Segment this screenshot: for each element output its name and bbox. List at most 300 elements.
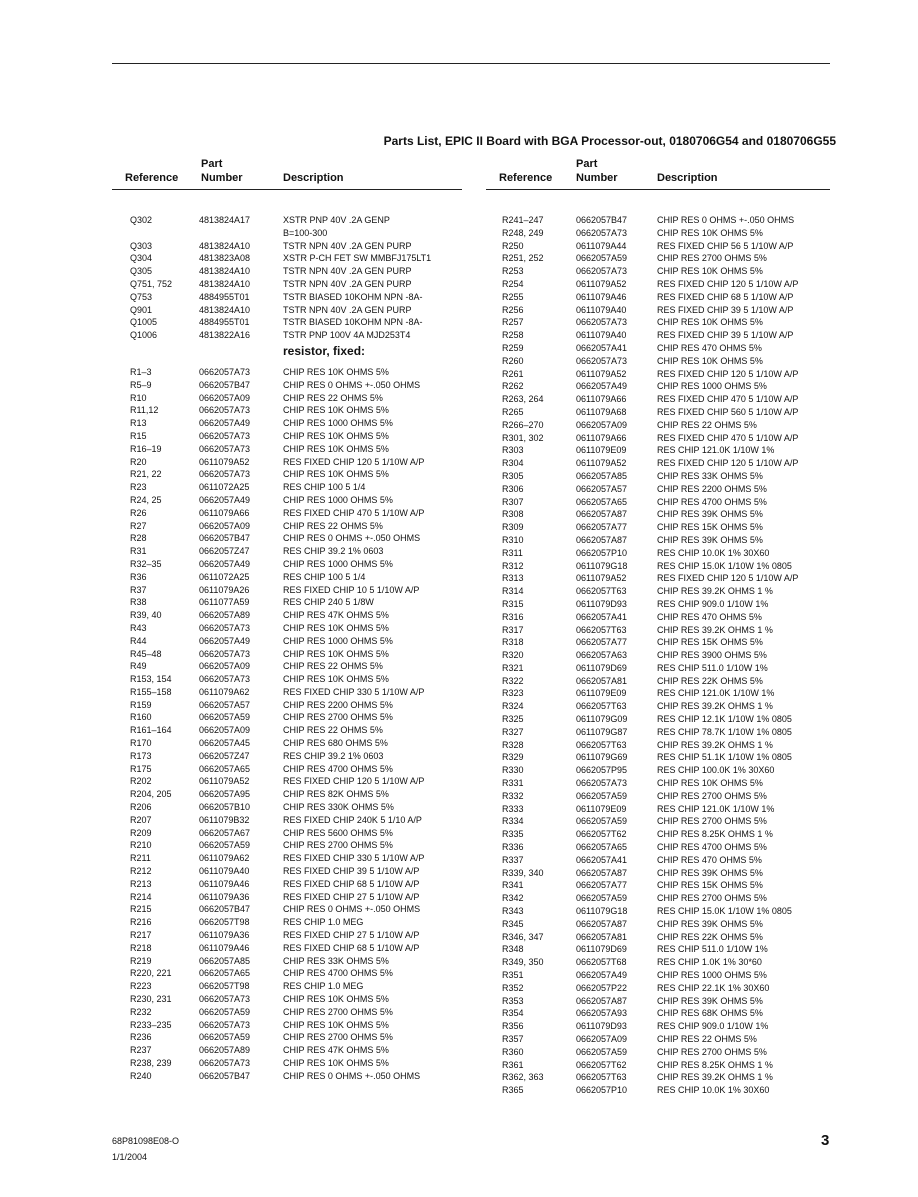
part-number: 0662057A49 <box>199 418 251 429</box>
part-reference: R10 <box>130 392 147 403</box>
part-description: RES CHIP 100 5 1/4 <box>283 482 366 493</box>
part-number: 0662057B47 <box>199 533 251 544</box>
part-number: 0662057A59 <box>576 1046 628 1057</box>
table-row <box>112 635 462 648</box>
part-number: 0662057A73 <box>199 994 251 1005</box>
part-description: RES FIXED CHIP 470 5 1/10W A/P <box>657 394 799 405</box>
part-reference: R314 <box>502 586 524 597</box>
part-description: CHIP RES 22K OHMS 5% <box>657 931 763 942</box>
part-number: 0662057A09 <box>199 661 251 672</box>
table-row <box>486 483 830 496</box>
table-row <box>486 419 830 432</box>
part-reference: R32–35 <box>130 558 162 569</box>
part-reference: R330 <box>502 765 524 776</box>
table-row <box>486 508 830 521</box>
part-description: CHIP RES 10K OHMS 5% <box>283 430 389 441</box>
part-description: CHIP RES 68K OHMS 5% <box>657 1008 763 1019</box>
part-description: CHIP RES 10K OHMS 5% <box>657 317 763 328</box>
table-row <box>112 596 462 609</box>
table-row <box>112 558 462 571</box>
resistor-rows-left <box>112 366 462 1083</box>
part-number: 0662057P10 <box>576 1085 628 1096</box>
part-number: 0611079A66 <box>576 394 627 405</box>
part-number: 0662057A41 <box>576 854 628 865</box>
part-number: 0662057A77 <box>576 637 628 648</box>
part-description: CHIP RES 39K OHMS 5% <box>657 534 763 545</box>
part-description: RES FIXED CHIP 330 5 1/10W A/P <box>283 686 425 697</box>
part-description: CHIP RES 10K OHMS 5% <box>283 1058 389 1068</box>
table-row <box>486 828 830 841</box>
part-reference: Q302 <box>130 215 153 225</box>
table-row <box>112 737 462 750</box>
section-label: resistor, fixed: <box>283 343 366 358</box>
part-reference: R211 <box>130 853 151 864</box>
part-description: CHIP RES 1000 OHMS 5% <box>283 418 393 429</box>
part-reference: R365 <box>502 1085 524 1096</box>
part-reference: R354 <box>502 1008 524 1019</box>
table-row <box>112 1044 462 1057</box>
part-number: 0662057A81 <box>576 675 628 686</box>
part-description: CHIP RES 8.25K OHMS 1 % <box>657 829 773 840</box>
part-number: 0662057A41 <box>576 611 628 622</box>
part-reference: R220, 221 <box>130 968 172 979</box>
table-row <box>112 379 462 392</box>
part-reference: R219 <box>130 955 152 966</box>
part-number: 0662057A73 <box>576 778 628 789</box>
part-reference: Q1006 <box>130 330 158 341</box>
part-number: 4884955T01 <box>199 317 250 328</box>
part-number: 4813823A08 <box>199 253 251 264</box>
part-reference: R159 <box>130 699 152 710</box>
part-number: 0611079G69 <box>576 752 628 763</box>
part-description: RES FIXED CHIP 120 5 1/10W A/P <box>657 458 799 469</box>
table-row <box>112 316 462 329</box>
part-number: 0662057A73 <box>199 366 251 377</box>
part-number: 0611079G18 <box>576 906 628 917</box>
part-reference: R257 <box>502 317 524 328</box>
section-heading <box>112 342 462 366</box>
table-row <box>486 227 830 240</box>
part-reference: R316 <box>502 611 524 622</box>
table-row <box>112 967 462 980</box>
part-reference: R301, 302 <box>502 432 544 443</box>
table-row <box>486 649 830 662</box>
part-reference: R209 <box>130 827 152 838</box>
table-row <box>112 775 462 788</box>
part-description: RES FIXED CHIP 470 5 1/10W A/P <box>657 432 799 443</box>
table-row <box>486 713 830 726</box>
table-row <box>112 329 462 342</box>
part-number: 0662057A95 <box>199 789 251 800</box>
table-row <box>112 929 462 942</box>
part-reference: R37 <box>130 584 147 595</box>
part-reference: R28 <box>130 533 147 544</box>
part-description: TSTR PNP 100V 4A MJD253T4 <box>283 330 411 341</box>
header-description: Description <box>283 172 344 184</box>
part-description: RES CHIP 12.1K 1/10W 1% 0805 <box>657 714 792 725</box>
part-description: CHIP RES 0 OHMS +-.050 OHMS <box>283 904 421 915</box>
header-number: Number <box>576 172 618 184</box>
table-row <box>486 1071 830 1084</box>
part-number: 0662057T63 <box>576 586 627 597</box>
part-description: CHIP RES 10K OHMS 5% <box>657 778 763 789</box>
part-description: CHIP RES 2700 OHMS 5% <box>657 790 767 801</box>
part-number: 0662057P95 <box>576 765 628 776</box>
part-description: CHIP RES 15K OHMS 5% <box>657 637 763 648</box>
part-description: CHIP RES 33K OHMS 5% <box>283 955 389 966</box>
part-number: 0662057A57 <box>576 483 628 494</box>
table-row <box>112 443 462 456</box>
part-reference: R155–158 <box>130 686 172 697</box>
part-number: 0611079A52 <box>576 368 627 379</box>
part-reference: R266–270 <box>502 419 544 430</box>
part-reference: R309 <box>502 522 524 533</box>
part-number: 0662057A59 <box>199 1006 251 1017</box>
part-reference: R348 <box>502 944 524 955</box>
part-reference: R218 <box>130 942 152 953</box>
part-reference: R210 <box>130 840 152 851</box>
part-reference: R324 <box>502 701 524 712</box>
rows-left <box>112 214 462 1083</box>
table-row <box>112 699 462 712</box>
part-description: CHIP RES 5600 OHMS 5% <box>283 827 393 838</box>
table-row <box>486 764 830 777</box>
part-reference: R206 <box>130 802 152 813</box>
part-description: CHIP RES 15K OHMS 5% <box>657 522 763 533</box>
table-row <box>112 392 462 405</box>
part-reference: R323 <box>502 688 524 699</box>
header-reference: Reference <box>499 172 553 184</box>
part-number: 0662057T63 <box>576 624 627 635</box>
table-row <box>486 636 830 649</box>
part-description: CHIP RES 39.2K OHMS 1 % <box>657 586 773 597</box>
part-number: 0611077A59 <box>199 597 250 608</box>
table-row <box>112 839 462 852</box>
part-reference: R331 <box>502 778 524 789</box>
part-number: 4813824A10 <box>199 266 251 277</box>
part-description: CHIP RES 0 OHMS +-.050 OHMS <box>283 379 421 390</box>
header-part: Part <box>576 158 598 170</box>
part-number: 0662057A87 <box>576 867 628 878</box>
table-row <box>112 252 462 265</box>
part-number: 0662057T62 <box>576 1059 627 1070</box>
table-row <box>112 1057 462 1070</box>
part-reference: R216 <box>130 917 152 928</box>
table-row <box>112 660 462 673</box>
part-description: RES CHIP 78.7K 1/10W 1% 0805 <box>657 726 792 737</box>
part-reference: R265 <box>502 406 524 417</box>
part-number: 4813824A17 <box>199 215 251 225</box>
table-row <box>486 598 830 611</box>
part-reference: R213 <box>130 878 152 889</box>
table-row <box>112 788 462 801</box>
part-number: 0662057A09 <box>199 520 251 531</box>
part-description: CHIP RES 3900 OHMS 5% <box>657 650 767 661</box>
part-description: CHIP RES 39K OHMS 5% <box>657 867 763 878</box>
part-reference: R253 <box>502 266 524 277</box>
part-number: 0662057A57 <box>199 699 251 710</box>
part-description: RES FIXED CHIP 120 5 1/10W A/P <box>657 278 799 289</box>
part-reference: R175 <box>130 763 152 774</box>
part-description: TSTR BIASED 10KOHM NPN -8A- <box>283 291 423 302</box>
table-row <box>112 227 462 240</box>
part-number: 4813824A10 <box>199 278 251 289</box>
part-number: 0662057A59 <box>576 790 628 801</box>
part-reference: R325 <box>502 714 524 725</box>
part-number: 0662057B10 <box>199 802 251 813</box>
part-description: RES FIXED CHIP 56 5 1/10W A/P <box>657 240 794 251</box>
part-reference: R1–3 <box>130 366 152 377</box>
part-reference: R310 <box>502 534 524 545</box>
part-description: CHIP RES 470 OHMS 5% <box>657 854 762 865</box>
part-description: CHIP RES 22 OHMS 5% <box>657 419 757 430</box>
part-reference: R20 <box>130 456 147 467</box>
part-reference: R321 <box>502 662 524 673</box>
part-number: 0611079E09 <box>576 688 627 699</box>
part-description: TSTR BIASED 10KOHM NPN -8A- <box>283 317 423 328</box>
part-description: CHIP RES 39.2K OHMS 1 % <box>657 739 773 750</box>
part-number: 0611079A36 <box>199 930 250 941</box>
part-reference: R49 <box>130 661 147 672</box>
part-reference: R305 <box>502 470 524 481</box>
table-row <box>112 916 462 929</box>
part-number: 0662057A77 <box>576 880 628 891</box>
part-description: CHIP RES 0 OHMS +-.050 OHMS <box>283 533 421 544</box>
table-row <box>486 393 830 406</box>
table-row <box>112 584 462 597</box>
table-row <box>486 777 830 790</box>
part-description: RES FIXED CHIP 27 5 1/10W A/P <box>283 891 420 902</box>
part-number: 0611079A36 <box>199 891 250 902</box>
part-description: CHIP RES 10K OHMS 5% <box>283 1019 389 1030</box>
part-reference: R313 <box>502 573 524 584</box>
part-number: 0611079A52 <box>576 573 627 584</box>
part-description: CHIP RES 15K OHMS 5% <box>657 880 763 891</box>
part-number: 0611079A40 <box>576 304 627 315</box>
part-reference: R343 <box>502 906 524 917</box>
table-row <box>112 494 462 507</box>
table-row <box>112 955 462 968</box>
table-row <box>112 404 462 417</box>
table-row <box>486 316 830 329</box>
part-description: CHIP RES 39K OHMS 5% <box>657 995 763 1006</box>
part-number: 0611079A40 <box>199 866 250 877</box>
part-reference: R24, 25 <box>130 494 162 505</box>
table-row <box>486 329 830 342</box>
part-number: 0662057A73 <box>576 355 628 366</box>
part-description: RES FIXED CHIP 120 5 1/10W A/P <box>283 456 425 467</box>
part-description: CHIP RES 39.2K OHMS 1 % <box>657 1072 773 1083</box>
table-row <box>112 520 462 533</box>
part-reference: R13 <box>130 418 147 429</box>
part-reference: R322 <box>502 675 524 686</box>
table-row <box>112 240 462 253</box>
part-number: 0662057A09 <box>576 419 628 430</box>
part-reference: R312 <box>502 560 524 571</box>
table-row <box>112 711 462 724</box>
part-reference: R360 <box>502 1046 524 1057</box>
part-description: CHIP RES 1000 OHMS 5% <box>283 635 393 646</box>
part-description: CHIP RES 10K OHMS 5% <box>283 405 389 416</box>
part-reference: R251, 252 <box>502 253 544 264</box>
part-number: 0662057A41 <box>576 342 628 353</box>
table-row <box>112 430 462 443</box>
part-reference: R248, 249 <box>502 227 544 238</box>
part-number: 0662057B47 <box>199 1070 251 1081</box>
part-description: CHIP RES 0 OHMS +-.050 OHMS <box>657 215 795 225</box>
part-reference: Q305 <box>130 266 153 277</box>
part-number: 0611079D93 <box>576 598 627 609</box>
table-row <box>486 355 830 368</box>
part-description: CHIP RES 0 OHMS +-.050 OHMS <box>283 1070 421 1081</box>
part-number: 0662057P10 <box>576 547 628 558</box>
part-number: 0662057A65 <box>576 842 628 853</box>
part-description: RES CHIP 1.0 MEG <box>283 981 364 992</box>
part-reference: Q753 <box>130 291 153 302</box>
part-description: CHIP RES 2200 OHMS 5% <box>283 699 393 710</box>
part-description: RES CHIP 909.0 1/10W 1% <box>657 1021 769 1032</box>
part-description: RES FIXED CHIP 39 5 1/10W A/P <box>657 304 794 315</box>
part-reference: R259 <box>502 342 524 353</box>
table-row <box>486 1084 830 1097</box>
part-number: 0662057A85 <box>576 470 628 481</box>
part-number: 0662057A49 <box>199 494 251 505</box>
part-reference: Q303 <box>130 240 153 251</box>
table-row <box>112 622 462 635</box>
part-number: 0662057A59 <box>576 253 628 264</box>
part-description: CHIP RES 8.25K OHMS 1 % <box>657 1059 773 1070</box>
part-description: CHIP RES 47K OHMS 5% <box>283 610 389 621</box>
part-number: 0611079A40 <box>576 330 627 341</box>
table-row <box>486 815 830 828</box>
table-row <box>486 1007 830 1020</box>
part-description: RES FIXED CHIP 560 5 1/10W A/P <box>657 406 799 417</box>
part-reference: R320 <box>502 650 524 661</box>
table-row <box>486 547 830 560</box>
part-reference: R351 <box>502 970 524 981</box>
part-description: RES CHIP 240 5 1/8W <box>283 597 374 608</box>
part-number: 0662057T63 <box>576 739 627 750</box>
part-reference: R11,12 <box>130 405 159 416</box>
part-description: RES FIXED CHIP 27 5 1/10W A/P <box>283 930 420 941</box>
part-number: 0611079A26 <box>199 584 250 595</box>
part-description: CHIP RES 680 OHMS 5% <box>283 738 388 749</box>
table-row <box>486 624 830 637</box>
part-number: 0662057A89 <box>199 1045 251 1056</box>
part-reference: R334 <box>502 816 524 827</box>
part-description: CHIP RES 470 OHMS 5% <box>657 611 762 622</box>
part-reference: R160 <box>130 712 152 723</box>
table-row <box>112 507 462 520</box>
resistor-rows-right <box>486 214 830 1097</box>
part-reference: R333 <box>502 803 524 814</box>
part-description: CHIP RES 1000 OHMS 5% <box>283 494 393 505</box>
part-description: RES FIXED CHIP 68 5 1/10W A/P <box>657 291 794 302</box>
part-number: 0662057A87 <box>576 534 628 545</box>
part-reference: R215 <box>130 904 152 915</box>
part-reference: R315 <box>502 598 524 609</box>
header-reference: Reference <box>125 172 179 184</box>
top-rule <box>112 63 830 64</box>
part-description: CHIP RES 2700 OHMS 5% <box>657 893 767 904</box>
table-row <box>112 903 462 916</box>
part-description: RES FIXED CHIP 39 5 1/10W A/P <box>657 330 794 341</box>
part-description: RES FIXED CHIP 470 5 1/10W A/P <box>283 507 425 518</box>
part-number: 4813824A10 <box>199 304 251 315</box>
part-number: 0611079A46 <box>576 291 627 302</box>
table-row <box>112 827 462 840</box>
part-description: CHIP RES 2700 OHMS 5% <box>283 1032 393 1043</box>
table-row <box>112 1070 462 1083</box>
part-number: 0662057A81 <box>576 931 628 942</box>
part-reference: R233–235 <box>130 1019 172 1030</box>
header-description: Description <box>657 172 718 184</box>
part-number: 0662057A73 <box>199 648 251 659</box>
part-description: RES CHIP 121.0K 1/10W 1% <box>657 445 775 456</box>
table-row <box>486 1020 830 1033</box>
part-number: 0662057B47 <box>576 215 628 225</box>
part-description: CHIP RES 39K OHMS 5% <box>657 918 763 929</box>
table-row <box>486 662 830 675</box>
part-description: RES CHIP 15.0K 1/10W 1% 0805 <box>657 560 792 571</box>
table-row <box>112 291 462 304</box>
part-reference: R153, 154 <box>130 674 172 685</box>
part-description: RES CHIP 51.1K 1/10W 1% 0805 <box>657 752 792 763</box>
part-reference: R304 <box>502 458 524 469</box>
table-row <box>112 980 462 993</box>
part-reference: R337 <box>502 854 524 865</box>
table-row <box>486 879 830 892</box>
table-row <box>486 700 830 713</box>
part-description: CHIP RES 39.2K OHMS 1 % <box>657 624 773 635</box>
part-reference: R21, 22 <box>130 469 162 480</box>
part-number: 0662057A65 <box>199 968 251 979</box>
part-reference: R327 <box>502 726 524 737</box>
part-reference: R306 <box>502 483 524 494</box>
part-number: 0611079D93 <box>576 1021 627 1032</box>
table-row <box>112 852 462 865</box>
part-description: RES CHIP 121.0K 1/10W 1% <box>657 688 775 699</box>
part-reference: R36 <box>130 571 147 582</box>
table-row <box>112 1031 462 1044</box>
part-reference: R44 <box>130 635 147 646</box>
part-description: RES FIXED CHIP 39 5 1/10W A/P <box>283 866 420 877</box>
table-row <box>486 803 830 816</box>
part-description: CHIP RES 22 OHMS 5% <box>283 725 383 736</box>
table-row <box>112 750 462 763</box>
part-reference: R236 <box>130 1032 152 1043</box>
part-number: 0662057A93 <box>576 1008 628 1019</box>
part-number: 0611079E09 <box>576 445 627 456</box>
part-reference: R207 <box>130 814 152 825</box>
part-reference: R352 <box>502 982 524 993</box>
part-reference: R45–48 <box>130 648 162 659</box>
part-description: CHIP RES 10K OHMS 5% <box>283 443 389 454</box>
table-row <box>112 801 462 814</box>
part-reference: R255 <box>502 291 524 302</box>
part-number: 0662057A73 <box>199 674 251 685</box>
table-row <box>486 457 830 470</box>
part-reference: R15 <box>130 430 147 441</box>
part-number: 0611079A66 <box>199 507 250 518</box>
table-row <box>486 585 830 598</box>
part-number: 0611079D69 <box>576 662 627 673</box>
part-number: 0662057B47 <box>199 379 251 390</box>
part-number: 0662057A59 <box>199 1032 251 1043</box>
part-number: 0662057A85 <box>199 955 251 966</box>
table-row <box>112 942 462 955</box>
part-reference: R161–164 <box>130 725 172 736</box>
